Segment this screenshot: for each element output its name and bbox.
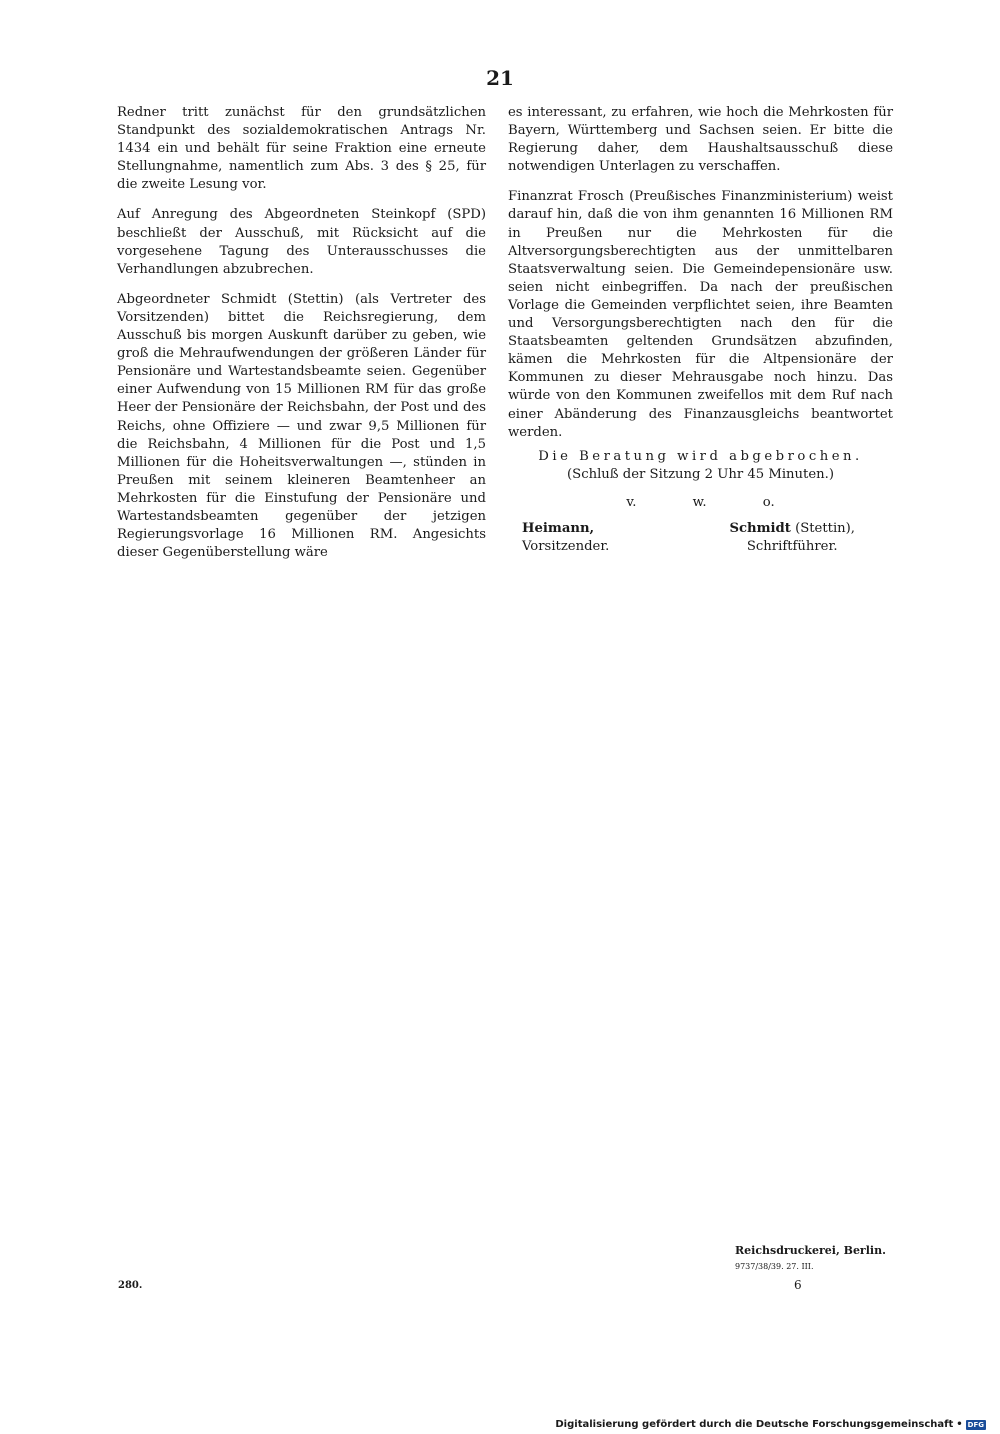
chair-role: Vorsitzender. (522, 539, 610, 555)
paragraph-schmidt-request: Abgeordneter Schmidt (Stettin) (als Vertreter des Vorsitzenden) bittet die Reichsregierung, dem Ausschuß bis morgen Auskunft darüber zu geben, wie groß die Mehraufwendungen der größeren Länder für Pensionäre und Wartestandsbeamte seien. Gegenüber einer Aufwendung von 15 Millionen RM für das große Heer der Pensionäre der Reichsbahn, der Post und des Reichs, ohne Offiziere — und zwar 9,5 Millionen für die Reichsbahn, 4 Millionen für die Post und 1,5 Millionen für die Hoheitsverwaltungen —, stünden in Preußen mit seinem kleineren Beamtenheer an Mehrkosten für die Einstufung der Pensionäre und Wartestandsbeamten gegenüber der jetzigen Regierungsvorlage 16 Millionen RM. Angesichts dieser Gegenüberstellung wäre (117, 291, 486, 561)
paragraph-speaker-position: Redner tritt zunächst für den grundsätzlichen Standpunkt des sozialdemokratischen Antrags Nr. 1434 ein und behält für seine Fraktion eine erneute Stellungnahme, namentlich zum Abs. 3 des § 25, für die zweite Lesung vor. (117, 105, 486, 193)
chair-signature (522, 520, 609, 556)
adjourned-note: Die Beratung wird abgebrochen. (538, 448, 863, 464)
vwv-w: w. (692, 494, 707, 510)
paragraph-continuation: es interessant, zu erfahren, wie hoch die Mehrkosten für Bayern, Württemberg und Sachsen seien. Er bitte die Regierung daher, dem Haushaltsausschuß diese notwendigen Unterlagen zu verschaffen. (508, 105, 893, 175)
printer-imprint: Reichsdruckerei, Berlin. (735, 1244, 886, 1257)
secretary-name: Schmidt (729, 520, 791, 536)
page-number: 21 (486, 66, 514, 90)
paragraph-frosch-reply: Finanzrat Frosch (Preußisches Finanzministerium) weist darauf hin, daß die von ihm genannten 16 Millionen RM in Preußen nur die Mehrkosten für die Altversorgungsberechtigten aus der unmittelbaren Staatsverwaltung seien. Die Gemeindepensionäre usw. seien nicht einbegriffen. Da nach der preußischen Vorlage die Gemeinden verpflichtet seien, ihre Beamten und Versorgungsberechtigten nach den für die Staatsbeamten geltenden Grundsätzen abzufinden, kämen die Mehrkosten für die Altpensionäre der Kommunen zu dieser Mehrausgabe noch hinzu. Das würde von den Kommunen zweifellos mit dem Ruf nach einer Abänderung des Finanzausgleichs beantwortet werden. (508, 189, 893, 440)
right-column (508, 104, 893, 556)
vwv-o: o. (762, 494, 775, 510)
printer-code: 9737/38/39. 27. III. (735, 1262, 814, 1271)
chair-name: Heimann, (522, 520, 595, 536)
paragraph-committee-decision: Auf Anregung des Abgeordneten Steinkopf (SPD) beschließt der Ausschuß, mit Rücksicht auf die vorgesehene Tagung des Unterausschusses die Verhandlungen abzubrechen. (117, 207, 486, 277)
secretary-signature (729, 520, 855, 556)
session-close-time: (Schluß der Sitzung 2 Uhr 45 Minuten.) (567, 466, 834, 482)
vwv-v: v. (626, 494, 637, 510)
dfg-logo-icon: DFG (967, 1420, 984, 1429)
sheet-number: 6 (794, 1278, 802, 1292)
footer-number: 280. (118, 1280, 143, 1291)
signatures (508, 520, 893, 556)
dfg-notice: Digitalisierung gefördert durch die Deutsche Forschungsgemeinschaft • DFG (555, 1419, 984, 1430)
read-approved-signed (508, 494, 893, 512)
left-column (117, 104, 486, 562)
dfg-notice-text: Digitalisierung gefördert durch die Deutsche Forschungsgemeinschaft (555, 1419, 954, 1430)
secretary-role: Schriftführer. (746, 539, 838, 555)
secretary-place: (Stettin), (795, 520, 855, 536)
